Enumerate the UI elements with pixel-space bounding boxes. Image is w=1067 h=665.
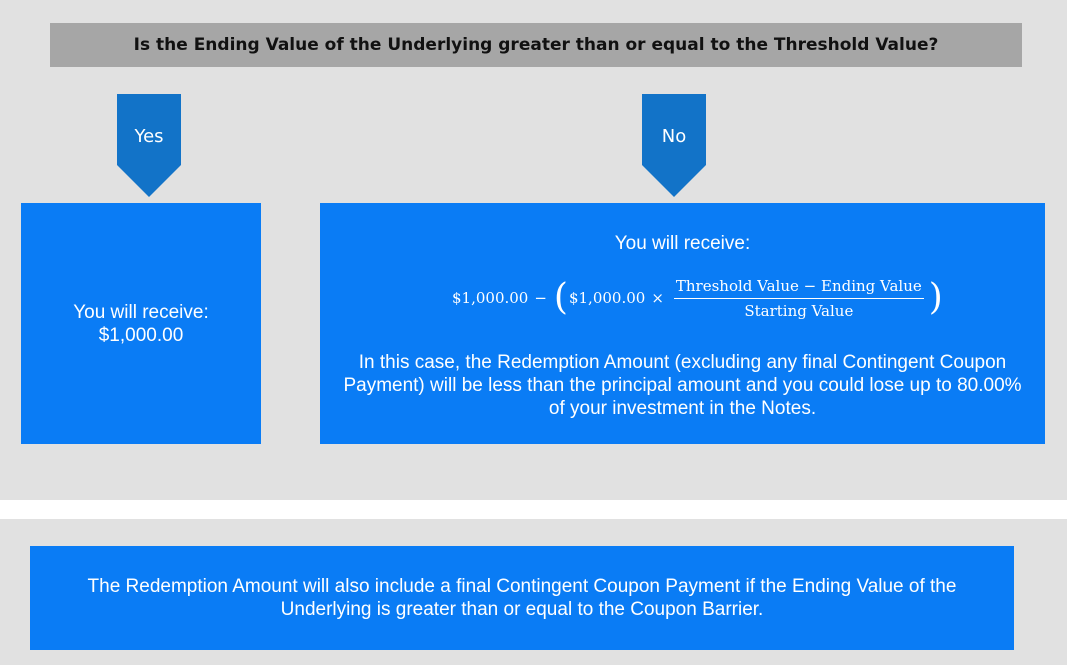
yes-receive-label: You will receive: [73,301,209,323]
formula-close-paren: ) [928,277,943,318]
coupon-note-box [30,546,1014,650]
yes-outcome-box [21,203,261,444]
formula-numerator: Threshold Value − Ending Value [674,277,924,299]
question-bar [50,23,1022,67]
formula-principal-inner: $1,000.00 [568,289,646,307]
redemption-formula [452,273,944,323]
no-outcome-box [320,203,1045,444]
coupon-note-text: The Redemption Amount will also include a final Contingent Coupon Payment if the Ending Value of the Underlying is greater than or equal to the Coupon Barrier. [87,576,957,620]
formula-denominator: Starting Value [744,301,854,320]
formula-times: × [651,289,664,307]
yes-arrow [117,94,181,197]
no-arrow [642,94,706,197]
formula-open-paren: ( [553,277,568,318]
yes-receive-amount: $1,000.00 [98,324,184,346]
question-text: Is the Ending Value of the Underlying greater than or equal to the Threshold Value? [133,35,939,55]
yes-label: Yes [134,126,164,147]
formula-principal: $1,000.00 [452,289,529,307]
formula-minus: − [534,289,547,307]
no-receive-label: You will receive: [614,233,751,254]
no-outcome-description: In this case, the Redemption Amount (excluding any final Contingent Coupon Payment) will be less than the principal amount and you could lose up to 80.00% of your investment in the Notes. [343,352,1022,419]
no-label: No [661,126,687,147]
formula-fraction [674,277,924,320]
